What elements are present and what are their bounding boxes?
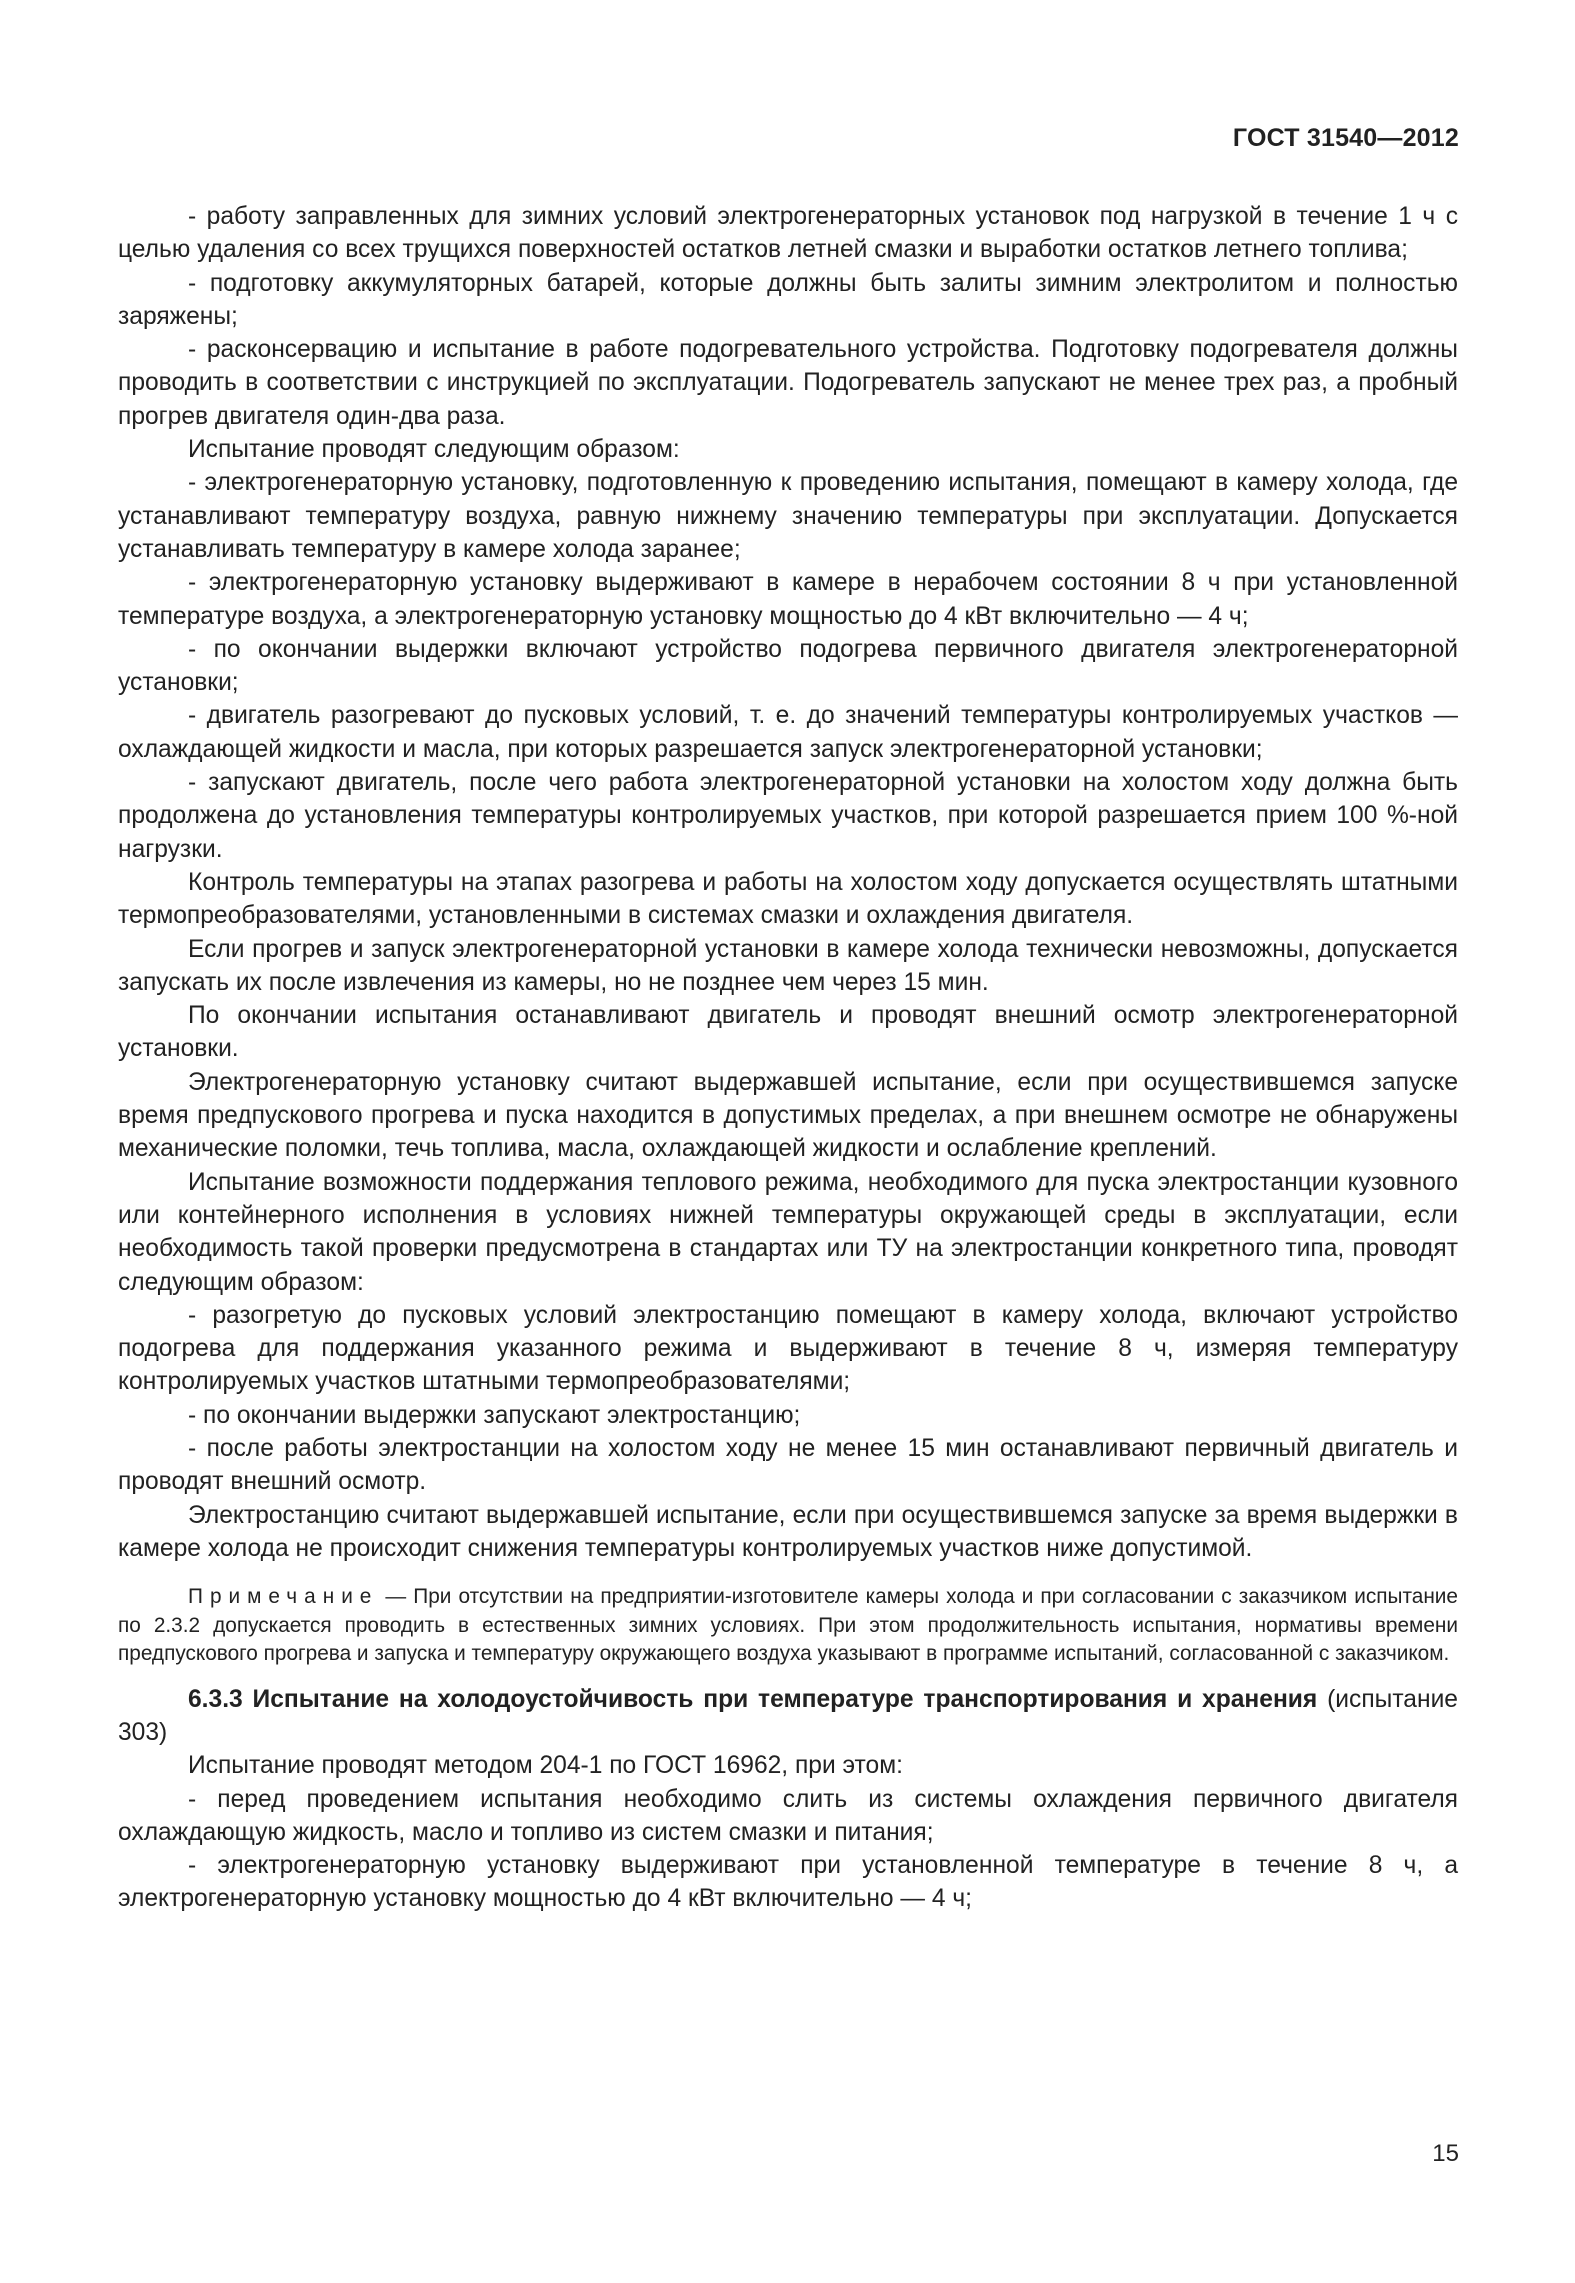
paragraph: По окончании испытания останавливают двигатель и проводят внешний осмотр электрогенераторной установки. [118,1002,1458,1063]
paragraph: - расконсервацию и испытание в работе подогревательного устройства. Подготовку подогревателя должны проводить в соответствии с инструкцией по эксплуатации. Подогреватель запускают не менее трех раз, а пробный прогрев двигателя один-два раза. [118,336,1458,430]
paragraph: - разогретую до пусковых условий электростанцию помещают в камеру холода, включают устройство подогрева для поддержания указанного режима и выдерживают в течение 8 ч, измеряя температуру контролируемых участков штатными термопреобразователями; [118,1301,1458,1396]
section-heading-paragraph [118,1683,1458,1750]
paragraph: Испытание возможности поддержания теплового режима, необходимого для пуска электростанции кузовного или контейнерного исполнения в условиях нижней температуры окружающей среды в эксплуатации, если необходимость такой проверки предусмотрена в стандартах или ТУ на электростанции конкретного типа, проводят следующим образом: [118,1168,1458,1296]
section-heading: 6.3.3 Испытание на холодоустойчивость при температуре транспортирования и хранения [188,1685,1318,1713]
paragraph: - подготовку аккумуляторных батарей, которые должны быть залиты зимним электролитом и полностью заряжены; [118,269,1458,330]
paragraph: Испытание проводят следующим образом: [188,436,680,464]
paragraph: - перед проведением испытания необходимо слить из системы охлаждения первичного двигателя охлаждающую жидкость, масло и топливо из систем смазки и питания; [118,1785,1458,1846]
note-text: — При отсутствии на предприятии-изготовителе камеры холода и при согласовании с заказчиком испытание по 2.3.2 допускается проводить в естественных зимних условиях. При этом продолжительность испытания, нормативы времени предпускового прогрева и запуска и температуру окружающего воздуха указывают в программе испытаний, согласованной с заказчиком. [118,1585,1458,1666]
paragraph: Если прогрев и запуск электрогенераторной установки в камере холода технически невозможны, допускается запускать их после извлечения из камеры, но не позднее чем через 15 мин. [118,935,1458,996]
paragraph: - по окончании выдержки запускают электростанцию; [188,1401,801,1429]
paragraph: Испытание проводят методом 204-1 по ГОСТ 16962, при этом: [188,1752,903,1780]
paragraph: - по окончании выдержки включают устройство подогрева первичного двигателя электрогенераторной установки; [118,635,1458,697]
paragraph: Контроль температуры на этапах разогрева и работы на холостом ходу допускается осуществлять штатными термопреобразователями, установленными в системах смазки и охлаждения двигателя. [118,868,1458,930]
paragraph: - двигатель разогревают до пусковых условий, т. е. до значений температуры контролируемых участков — охлаждающей жидкости и масла, при которых разрешается запуск электрогенераторной установки; [118,702,1458,763]
page-number: 15 [1432,2140,1459,2167]
note [118,1583,1458,1669]
paragraph: Электростанцию считают выдержавшей испытание, если при осуществившемся запуске за время выдержки в камере холода не происходит снижения температуры контролируемых участков ниже допустимой. [118,1501,1458,1562]
paragraph: - электрогенераторную установку выдерживают в камере в нерабочем состоянии 8 ч при установленной температуре воздуха, а электрогенераторную установку мощностью до 4 кВт включительно — 4 ч; [118,569,1458,630]
paragraph: - электрогенераторную установку, подготовленную к проведению испытания, помещают в камеру холода, где устанавливают температуру воздуха, равную нижнему значению температуры при эксплуатации. Допускается устанавливать температуру в камере холода заранее; [118,469,1458,563]
paragraph: - после работы электростанции на холостом ходу не менее 15 мин останавливают первичный двигатель и проводят внешний осмотр. [118,1434,1458,1496]
note-label: Примечание [188,1585,379,1609]
paragraph: - работу заправленных для зимних условий электрогенераторных установок под нагрузкой в течение 1 ч с целью удаления со всех трущихся поверхностей остатков летней смазки и выработки остатков летнего топлива; [118,203,1458,264]
paragraph: - запускают двигатель, после чего работа электрогенераторной установки на холостом ходу должна быть продолжена до установления температуры контролируемых участков, при которой разрешается прием 100 %-ной нагрузки. [118,769,1458,863]
paragraph: - электрогенераторную установку выдерживают при установленной температуре в течение 8 ч, а электрогенераторную установку мощностью до 4 кВт включительно — 4 ч; [118,1852,1458,1913]
document-id-header: ГОСТ 31540—2012 [1232,124,1459,152]
body-text [118,200,1458,1916]
paragraph: Электрогенераторную установку считают выдержавшей испытание, если при осуществившемся запуске время предпускового прогрева и пуска находится в допустимых пределах, а при внешнем осмотре не обнаружены механические поломки, течь топлива, масла, охлаждающей жидкости и ослабление креплений. [118,1068,1458,1163]
section-heading-suffix: (испытание 303) [118,1685,1458,1746]
